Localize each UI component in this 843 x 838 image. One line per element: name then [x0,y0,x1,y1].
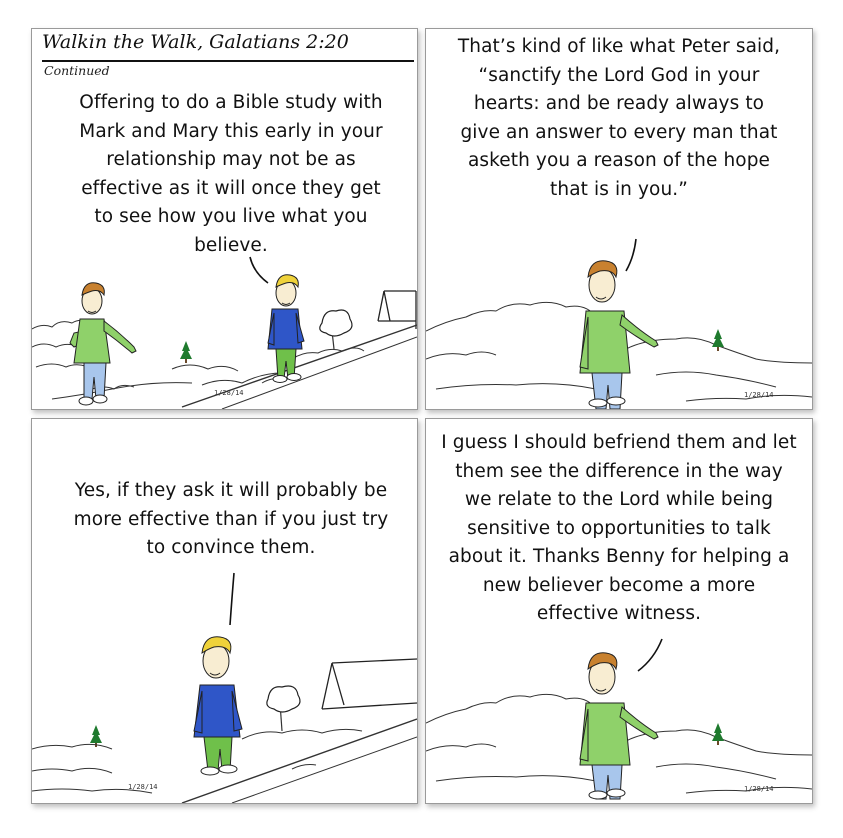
comic-panel-4 [425,418,813,804]
speech-text: I guess I should befriend them and let them see the difference in the way we relate to the Lord while being sensitive to opportunities to talk about it. Thanks Benny for helping a new believer become a more effective witness. [441,432,797,624]
panel-4-art [426,419,812,803]
speech-tail [638,639,662,671]
speech-text: That’s kind of like what Peter said, “sanctify the Lord God in your hearts: and be ready always to give an answer to every man that asketh you a reason of the hope that is in you.” [457,36,781,200]
comic-panel-1 [31,28,418,410]
comic-panel-3 [31,418,418,804]
pine-tree [180,341,192,363]
speech-text: Yes, if they ask it will probably be more effective than if you just try to convince them. [73,480,389,558]
comic-subtitle: Continued [44,63,110,78]
speech-tail [230,573,234,625]
house-outline [322,659,417,709]
date-mark: 1/28/14 [214,389,244,397]
speech-text: Offering to do a Bible study with Mark and Mary this early in your relationship may not be as effective as it will once they get to see how you live what you believe. [79,92,383,256]
date-mark: 1/28/14 [744,785,774,793]
speech-tail [626,239,636,271]
panel-2-art [426,29,812,409]
panel-1-art [32,29,417,409]
character-blond-blue-shirt [194,637,242,775]
comic-panel-2 [425,28,813,410]
speech-tail [250,257,268,283]
pine-tree [90,725,102,747]
bush [320,310,352,349]
date-mark: 1/28/14 [128,783,158,791]
character-red-hair-green-shirt [580,653,658,799]
pine-tree [712,723,724,745]
date-mark: 1/28/14 [744,391,774,399]
bush [267,686,300,731]
comic-title: Walkin the Walk, Galatians 2:20 [42,31,349,53]
house-outline [378,291,416,329]
panel-3-art [32,419,417,803]
character-red-hair-green-shirt [580,261,658,409]
